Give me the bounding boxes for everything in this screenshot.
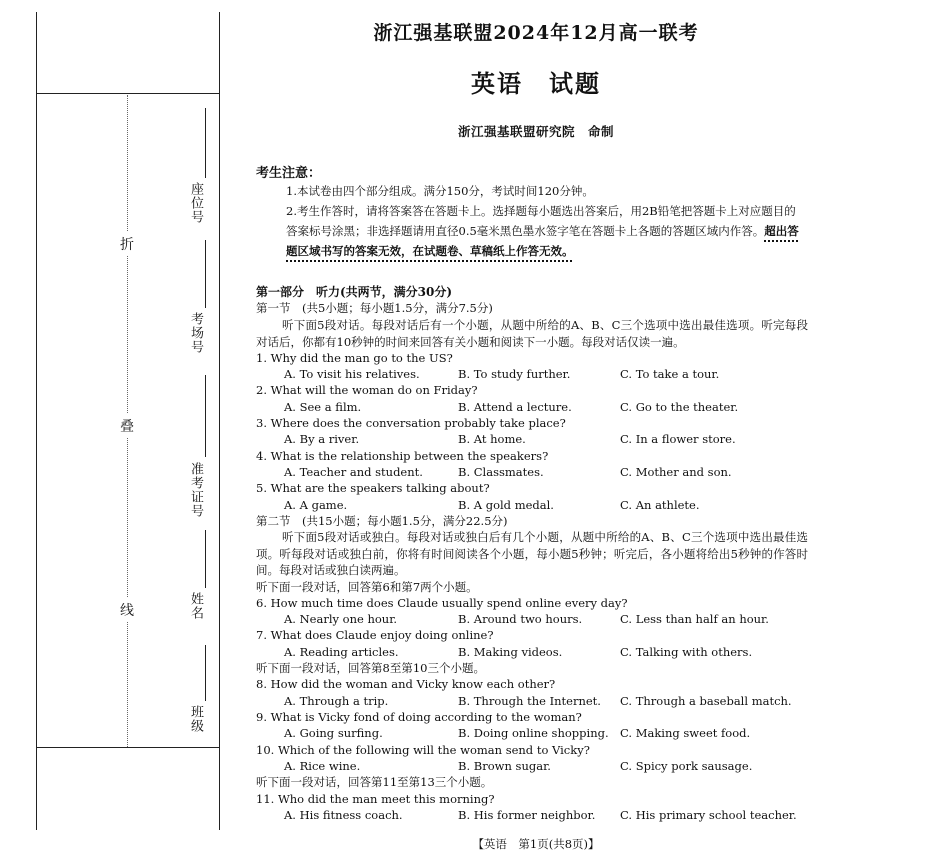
q8-option-c: C. Through a baseball match. xyxy=(620,694,792,708)
q11-option-a: A. His fitness coach. xyxy=(284,808,403,822)
field-seat-line[interactable] xyxy=(205,108,206,178)
section1-heading: 第一节 (共5小题；每小题1.5分，满分7.5分) xyxy=(256,301,493,315)
q11-option-c: C. His primary school teacher. xyxy=(620,808,797,822)
q11-option-b: B. His former neighbor. xyxy=(458,808,596,822)
q6-option-c: C. Less than half an hour. xyxy=(620,612,769,626)
q7-option-b: B. Making videos. xyxy=(458,645,563,659)
field-class: 班级 xyxy=(188,705,203,733)
q1-option-b: B. To study further. xyxy=(458,367,571,381)
q10-option-a: A. Rice wine. xyxy=(284,759,361,773)
question-5: 5. What are the speakers talking about? xyxy=(256,481,490,495)
q7-option-c: C. Talking with others. xyxy=(620,645,753,659)
issuer: 浙江强基联盟研究院 命制 xyxy=(457,124,614,139)
q4-option-c: C. Mother and son. xyxy=(620,465,732,479)
fold-char-1: 折 xyxy=(120,232,134,256)
notice-heading: 考生注意： xyxy=(256,166,322,181)
q9-option-b: B. Doing online shopping. xyxy=(458,726,609,740)
field-admission-line[interactable] xyxy=(205,375,206,457)
question-11: 11. Who did the man meet this morning? xyxy=(256,792,495,806)
section1-instructions: 听下面5段对话。每段对话后有一个小题，从题中所给的A、B、C三个选项中选出最佳选项。听完每段对话后，你都有10秒钟的时间来回答有关小题和阅读下一小题。每段对话仅读一遍。 xyxy=(256,318,808,349)
group-6-7-instructions: 听下面一段对话，回答第6和第7两个小题。 xyxy=(256,580,478,594)
field-class-line[interactable] xyxy=(205,645,206,701)
q1-option-a: A. To visit his relatives. xyxy=(284,367,420,381)
question-2: 2. What will the woman do on Friday? xyxy=(256,383,478,397)
exam-title: 浙江强基联盟2024年12月高一联考 xyxy=(373,22,699,44)
notice-item-1: 1.本试卷由四个部分组成。满分150分，考试时间120分钟。 xyxy=(286,184,594,198)
q3-option-a: A. By a river. xyxy=(284,432,360,446)
q8-option-a: A. Through a trip. xyxy=(284,694,389,708)
notice-item-2-text: 2.考生作答时，请将答案答在答题卡上。选择题每小题选出答案后，用2B铅笔把答题卡上对应题目的答案标号涂黑；非选择题请用直径0.5毫米黑色墨水签字笔在答题卡上各题的答题区域内作答。 xyxy=(286,204,796,238)
question-10: 10. Which of the following will the woman send to Vicky? xyxy=(256,743,590,757)
field-exam-room: 考场号 xyxy=(188,312,203,354)
question-4: 4. What is the relationship between the speakers? xyxy=(256,449,549,463)
notice-item-2 xyxy=(286,201,806,261)
q10-option-b: B. Brown sugar. xyxy=(458,759,551,773)
question-6: 6. How much time does Claude usually spend online every day? xyxy=(256,596,628,610)
question-9: 9. What is Vicky fond of doing according to the woman? xyxy=(256,710,582,724)
field-name-line[interactable] xyxy=(205,530,206,588)
q2-option-b: B. Attend a lecture. xyxy=(458,400,572,414)
fold-char-2: 叠 xyxy=(120,414,134,438)
question-8: 8. How did the woman and Vicky know each other? xyxy=(256,677,556,691)
part1-heading: 第一部分 听力(共两节，满分30分) xyxy=(256,285,453,299)
group-8-10-instructions: 听下面一段对话，回答第8至第10三个小题。 xyxy=(256,661,485,675)
q5-option-b: B. A gold medal. xyxy=(458,498,554,512)
q1-option-c: C. To take a tour. xyxy=(620,367,720,381)
field-name: 姓名 xyxy=(188,592,203,620)
q4-option-b: B. Classmates. xyxy=(458,465,544,479)
section2-heading: 第二节 (共15小题；每小题1.5分，满分22.5分) xyxy=(256,514,508,528)
q5-option-a: A. A game. xyxy=(284,498,348,512)
q9-option-c: C. Making sweet food. xyxy=(620,726,751,740)
q9-option-a: A. Going surfing. xyxy=(284,726,383,740)
q2-option-c: C. Go to the theater. xyxy=(620,400,739,414)
q6-option-a: A. Nearly one hour. xyxy=(284,612,398,626)
q7-option-a: A. Reading articles. xyxy=(284,645,399,659)
notice-item-2-emphasis: 超出答题区域书写的答案无效，在试题卷、草稿纸上作答无效。 xyxy=(286,224,799,258)
q6-option-b: B. Around two hours. xyxy=(458,612,583,626)
q10-option-c: C. Spicy pork sausage. xyxy=(620,759,753,773)
question-3: 3. Where does the conversation probably take place? xyxy=(256,416,566,430)
fold-char-3: 线 xyxy=(120,598,134,622)
group-11-13-instructions: 听下面一段对话，回答第11至第13三个小题。 xyxy=(256,775,493,789)
question-7: 7. What does Claude enjoy doing online? xyxy=(256,628,494,642)
q2-option-a: A. See a film. xyxy=(284,400,362,414)
q3-option-b: B. At home. xyxy=(458,432,526,446)
subject-title: 英语 试题 xyxy=(471,69,601,98)
margin-divider-bottom xyxy=(36,747,220,748)
q8-option-b: B. Through the Internet. xyxy=(458,694,601,708)
field-admission-number: 准考证号 xyxy=(188,462,203,518)
field-seat-number: 座位号 xyxy=(188,182,203,224)
q3-option-c: C. In a flower store. xyxy=(620,432,736,446)
q4-option-a: A. Teacher and student. xyxy=(284,465,423,479)
field-exam-room-line[interactable] xyxy=(205,240,206,308)
page-footer: 【英语 第1页(共8页)】 xyxy=(472,837,600,851)
section2-instructions: 听下面5段对话或独白。每段对话或独白后有几个小题，从题中所给的A、B、C三个选项中选出最佳选项。听每段对话或独白前，你将有时间阅读各个小题，每小题5秒钟；听完后，各小题将给出5秒钟的作答时间。每段对话或独白读两遍。 xyxy=(256,530,808,577)
margin-divider-top xyxy=(36,93,220,94)
question-1: 1. Why did the man go to the US? xyxy=(256,351,453,365)
q5-option-c: C. An athlete. xyxy=(620,498,700,512)
